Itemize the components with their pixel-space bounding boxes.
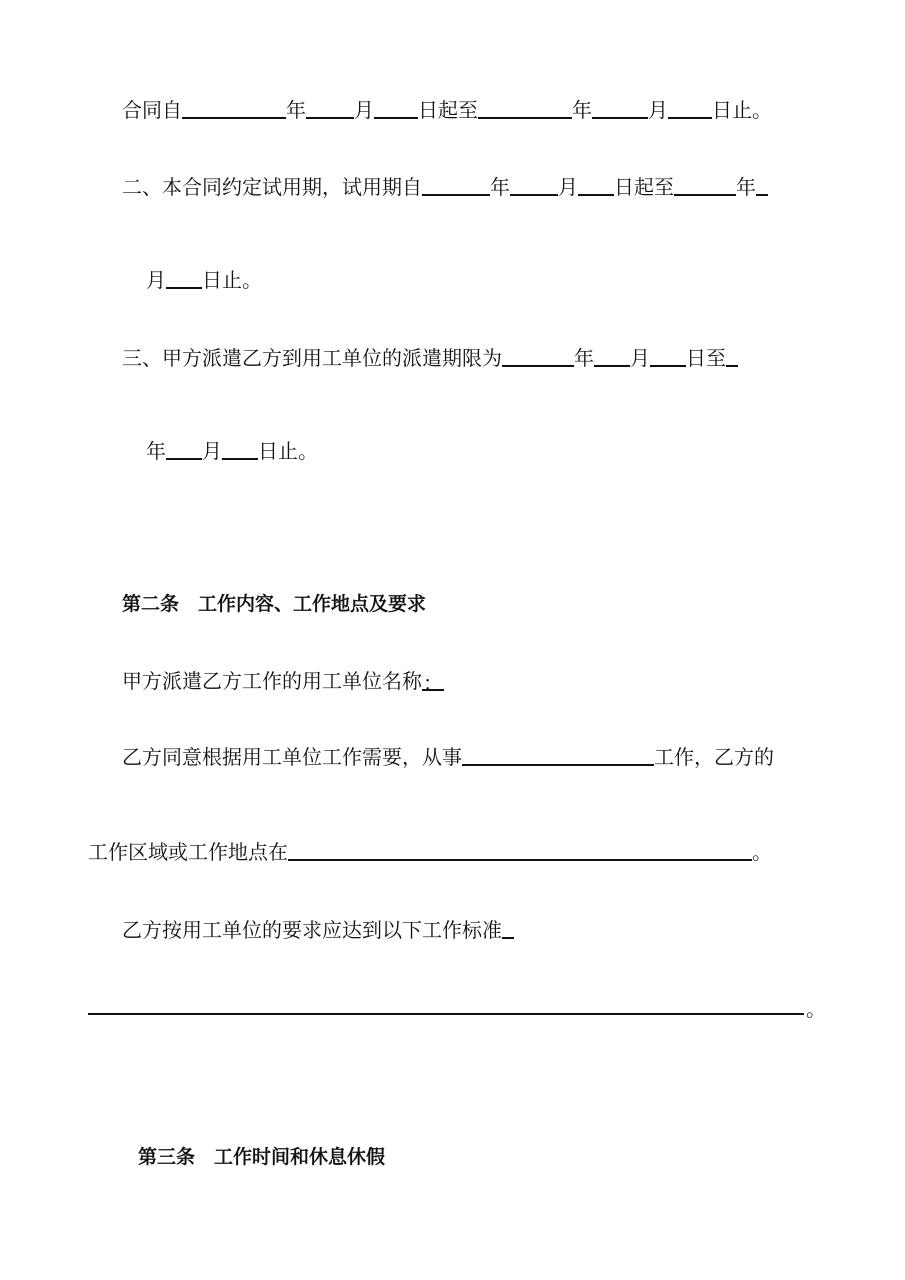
blank-year	[726, 345, 738, 367]
text: 年	[146, 439, 166, 463]
text: ：	[423, 671, 443, 695]
text: 年	[572, 98, 592, 122]
text: 日至	[686, 346, 726, 370]
text: 乙方同意根据用工单位工作需要，从事	[122, 745, 462, 769]
article-2-heading: 第二条 工作内容、工作地点及要求	[122, 593, 427, 615]
blank-year	[674, 174, 736, 196]
blank-month	[510, 174, 558, 196]
blank-standard-full	[88, 1013, 804, 1015]
probation-line-cont	[146, 266, 262, 294]
job-line	[122, 743, 774, 771]
text: 月	[146, 268, 166, 292]
blank-day	[578, 174, 614, 196]
text: 乙方按用工单位的要求应达到以下工作标准	[122, 918, 502, 942]
blank-location	[288, 839, 752, 861]
blank-job	[462, 744, 654, 766]
blank-month	[594, 345, 630, 367]
blank-year	[182, 97, 286, 119]
text: 日止。	[202, 268, 262, 292]
work-location-line	[88, 838, 772, 866]
dispatch-period-line-cont	[146, 437, 318, 465]
text: 甲方派遣乙方工作的用工单位名称	[122, 669, 422, 693]
article-3-heading: 第三条 工作时间和休息休假	[138, 1146, 386, 1168]
period: 。	[806, 997, 826, 1021]
text: 三、甲方派遣乙方到用工单位的派遣期限为	[122, 346, 502, 370]
blank-year	[422, 174, 490, 196]
contract-term-line	[122, 96, 772, 124]
blank-day	[374, 97, 418, 119]
text: 日起至	[418, 98, 478, 122]
text: 月	[202, 439, 222, 463]
blank-year	[502, 345, 574, 367]
text: 年	[490, 175, 510, 199]
text: 日起至	[614, 175, 674, 199]
text: 工作区域或工作地点在	[88, 840, 288, 864]
text: 工作，乙方的	[654, 745, 774, 769]
dispatch-period-line	[122, 344, 738, 372]
text: 月	[354, 98, 374, 122]
probation-line	[122, 173, 768, 201]
text: 。	[752, 840, 772, 864]
blank-day	[222, 438, 258, 460]
text: 月	[558, 175, 578, 199]
blank-year	[478, 97, 572, 119]
text: 合同自	[122, 98, 182, 122]
text: 年	[736, 175, 756, 199]
text: 月	[630, 346, 650, 370]
blank-employer-name	[422, 669, 444, 695]
blank-standard	[502, 917, 514, 939]
blank-month	[756, 174, 768, 196]
text: 日止。	[712, 98, 772, 122]
text: 年	[286, 98, 306, 122]
text: 日止。	[258, 439, 318, 463]
blank-day	[668, 97, 712, 119]
blank-day	[650, 345, 686, 367]
employer-name-line	[122, 667, 444, 695]
text: 年	[574, 346, 594, 370]
text: 二、本合同约定试用期，试用期自	[122, 175, 422, 199]
work-standard-line	[122, 916, 514, 944]
blank-month	[306, 97, 354, 119]
text: 月	[648, 98, 668, 122]
blank-month	[592, 97, 648, 119]
blank-month	[166, 438, 202, 460]
blank-day	[166, 267, 202, 289]
